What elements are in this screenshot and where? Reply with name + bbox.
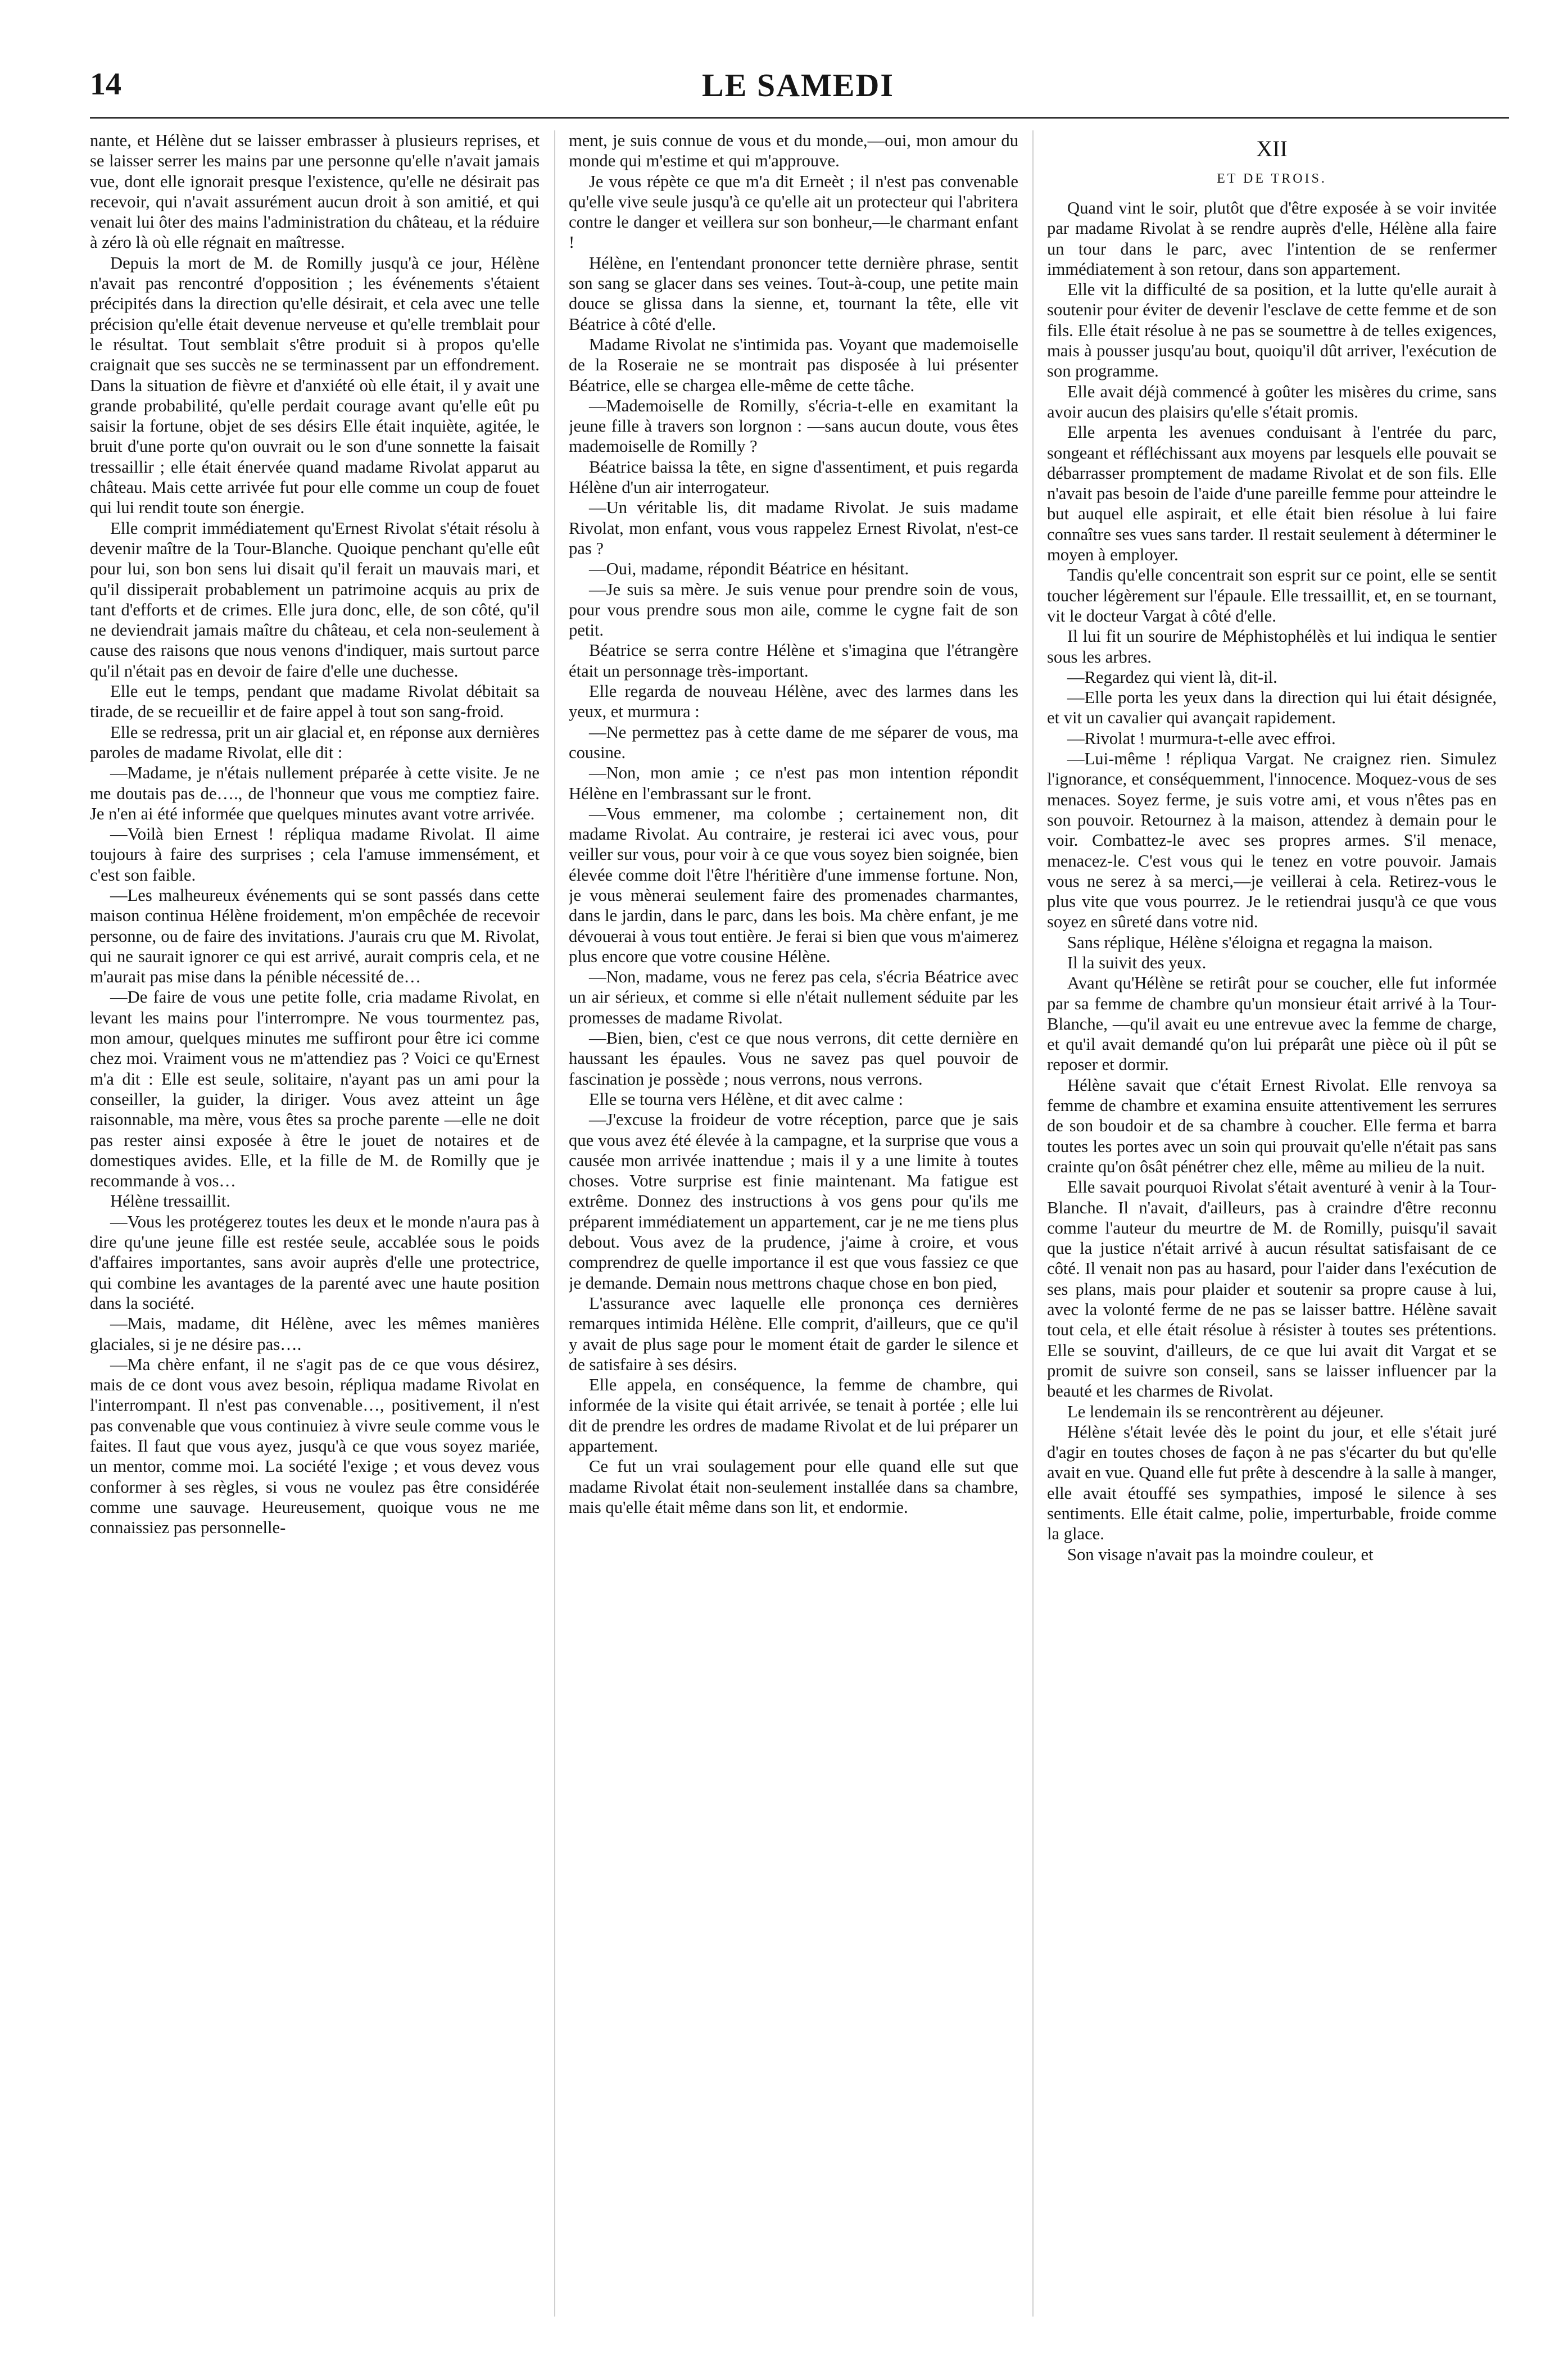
- paragraph: —Elle porta les yeux dans la direction qui lui était désignée, et vit un cavalier qui avançait rapidement.: [1047, 688, 1497, 728]
- paragraph: Hélène tressaillit.: [110, 1191, 231, 1211]
- paragraph: —Vous les protégerez toutes les deux et le monde n'aura pas à dire qu'une jeune fille est restée seule, accablée sous le poids d'affaires importantes, sans avoir auprès d'elle une protectrice, qui combine les avantages de la parenté avec une haute position dans la société.: [90, 1212, 540, 1313]
- paragraph: Elle se redressa, prit un air glacial et, en réponse aux dernières paroles de madame Rivolat, elle dit :: [90, 722, 540, 762]
- paragraph: —Oui, madame, répondit Béatrice en hésitant.: [589, 559, 909, 579]
- paragraph: ment, je suis connue de vous et du monde,—oui, mon amour du monde qui m'estime et qui m'approuve.: [569, 131, 1018, 171]
- paragraph: —Regardez qui vient là, dit-il.: [1067, 667, 1277, 687]
- paragraph: Hélène, en l'entendant prononcer tette dernière phrase, sentit son sang se glacer dans ses veines. Tout-à-coup, une petite main douce se glissa dans la sienne, et, tournant la tête, elle vit Béatrice à côté d'elle.: [569, 253, 1018, 334]
- paragraph: Ce fut un vrai soulagement pour elle quand elle sut que madame Rivolat était non-seulement installée dans sa chambre, mais qu'elle était même dans son lit, et endormie.: [569, 1457, 1018, 1517]
- paragraph: —Mais, madame, dit Hélène, avec les mêmes manières glaciales, si je ne désire pas….: [90, 1314, 540, 1354]
- paragraph: Le lendemain ils se rencontrèrent au déjeuner.: [1067, 1402, 1384, 1421]
- paragraph: —Bien, bien, c'est ce que nous verrons, dit cette dernière en haussant les épaules. Vous ne savez pas quel pouvoir de fascination je possède ; nous verrons, nous verrons.: [569, 1028, 1018, 1089]
- paragraph: —Je suis sa mère. Je suis venue pour prendre soin de vous, pour vous prendre sous mon aile, comme le cygne fait de son petit.: [569, 579, 1018, 640]
- paragraph: Béatrice baissa la tête, en signe d'assentiment, et puis regarda Hélène d'un air interrogateur.: [569, 457, 1018, 497]
- paragraph: Sans réplique, Hélène s'éloigna et regagna la maison.: [1067, 932, 1433, 952]
- paragraph: Je vous répète ce que m'a dit Erneèt ; il n'est pas convenable qu'elle vive seule jusqu'à ce qu'elle ait un protecteur qui l'abritera contre le danger et veillera sur son bonheur,—le charmant enfant !: [569, 171, 1018, 252]
- page-header: [90, 66, 1506, 111]
- text-column-3: [1047, 130, 1497, 2350]
- paragraph: Hélène savait que c'était Ernest Rivolat. Elle renvoya sa femme de chambre et examina ensuite attentivement les serrures de son boudoir et de sa chambre à coucher. Elle ferma et barra toutes les portes avec un soin qui prouvait qu'elle n'était pas sans crainte qu'on ôsât pénétrer chez elle, même au milieu de la nuit.: [1047, 1075, 1497, 1176]
- paragraph: —Un véritable lis, dit madame Rivolat. Je suis madame Rivolat, mon enfant, vous vous rappelez Ernest Rivolat, n'est-ce pas ?: [569, 498, 1018, 558]
- paragraph: —Non, mon amie ; ce n'est pas mon intention répondit Hélène en l'embrassant sur le front.: [569, 763, 1018, 803]
- text-column-1: [90, 130, 540, 2350]
- paragraph: —Vous emmener, ma colombe ; certainement non, dit madame Rivolat. Au contraire, je resterai ici avec vous, pour veiller sur vous, pour voir à ce que vous soyez bien soignée, bien élevée comme doit l'être l'héritière d'une immense fortune. Non, je vous mènerai seulement faire des promenades charmantes, dans le jardin, dans le parc, dans les bois. Ma chère enfant, je me dévouerai à vous tout entière. Je ferai si bien que vous m'aimerez plus encore que votre cousine Hélène.: [569, 804, 1018, 966]
- paragraph: Quand vint le soir, plutôt que d'être exposée à se voir invitée par madame Rivolat à se rendre auprès d'elle, Hélène alla faire un tour dans le parc, avec l'intention de se renfermer immédiatement à son retour, dans son appartement.: [1047, 198, 1497, 279]
- journal-title: LE SAMEDI: [702, 67, 894, 103]
- paragraph: Il lui fit un sourire de Méphistophélès et lui indiqua le sentier sous les arbres.: [1047, 627, 1497, 667]
- paragraph: L'assurance avec laquelle elle prononça ces dernières remarques intimida Hélène. Elle comprit, d'ailleurs, que ce qu'il y avait de plus sage pour le moment était de garder le silence et de satisfaire à ses désirs.: [569, 1293, 1018, 1374]
- paragraph: Elle regarda de nouveau Hélène, avec des larmes dans les yeux, et murmura :: [569, 682, 1018, 722]
- paragraph: Depuis la mort de M. de Romilly jusqu'à ce jour, Hélène n'avait pas rencontré d'opposition ; les événements s'étaient précipités dans la direction qu'elle désirait, et cela avec une telle précision qu'elle était devenue nerveuse et qu'elle tremblait pour le résultat. Tout semblait s'être produit si à propos qu'elle craignait que ses succès ne se terminassent par un effondrement. Dans la situation de fièvre et d'anxiété où elle était, il y avait une grande probabilité, qu'elle perdait courage avant qu'elle eût pu saisir la fortune, objet de ses désirs Elle était inquiète, agitée, le bruit d'une porte qu'on ouvrait ou le son d'une sonnette la faisait tressaillir ; elle était énervée quand madame Rivolat apparut au château. Mais cette arrivée fut pour elle comme un coup de fouet qui lui rendit toute son énergie.: [90, 253, 540, 518]
- text-column-2: [569, 130, 1018, 2350]
- paragraph: —Lui-même ! répliqua Vargat. Ne craignez rien. Simulez l'ignorance, et conséquemment, l'innocence. Moquez-vous de ses menaces. Soyez ferme, je suis votre ami, et vous n'êtes pas en son pouvoir. Retournez à la maison, attendez à demain pour le voir. Combattez-le avec ses propres armes. S'il menace, menacez-le. C'est vous qui le tenez en votre pouvoir. Jamais vous ne serez à sa merci,—je veillerai à cela. Retirez-vous le plus vite que vous pourrez. Je le retiendrai jusqu'à ce que vous soyez en sûreté dans votre nid.: [1047, 749, 1497, 932]
- paragraph: —Madame, je n'étais nullement préparée à cette visite. Je ne me doutais pas de…., de l'honneur que vous me comptiez faire. Je n'en ai été informée que quelques minutes avant votre arrivée.: [90, 763, 540, 823]
- paragraph: —Rivolat ! murmura-t-elle avec effroi.: [1067, 728, 1336, 748]
- paragraph: —Les malheureux événements qui se sont passés dans cette maison continua Hélène froidement, m'on empêchée de recevoir personne, ou de faire des invitations. J'aurais cru que M. Rivolat, qui ne saurait ignorer ce qui est arrivé, aurait compris cela, et ne m'aurait pas mise dans la pénible nécessité de…: [90, 885, 540, 987]
- paragraph: Son visage n'avait pas la moindre couleur, et: [1067, 1544, 1374, 1564]
- chapter-title: ET DE TROIS.: [1217, 171, 1327, 186]
- paragraph: —Ne permettez pas à cette dame de me séparer de vous, ma cousine.: [569, 722, 1018, 762]
- paragraph: —Mademoiselle de Romilly, s'écria-t-elle en examitant la jeune fille à travers son lorgnon : —sans aucun doute, vous êtes mademoiselle de Romilly ?: [569, 396, 1018, 456]
- paragraph: Avant qu'Hélène se retirât pour se coucher, elle fut informée par sa femme de chambre qu'un monsieur était arrivé à la Tour-Blanche, —qu'il avait eu une entrevue avec la femme de charge, et qu'il avait demandé qu'on lui préparât une pièce où il pût se reposer et dormir.: [1047, 973, 1497, 1075]
- header-rule: [90, 117, 1509, 119]
- paragraph: Elle vit la difficulté de sa position, et la lutte qu'elle aurait à soutenir pour éviter de devenir l'esclave de cette femme et de son fils. Elle était résolue à ne pas se soumettre à de telles exigences, mais à pousser jusqu'au bout, quoiqu'il dût arriver, l'exécution de son programme.: [1047, 280, 1497, 381]
- paragraph: —Voilà bien Ernest ! répliqua madame Rivolat. Il aime toujours à faire des surprises ; cela l'amuse immensément, et c'est son faible.: [90, 824, 540, 885]
- column-separator: [1032, 130, 1034, 2317]
- paragraph: —Ma chère enfant, il ne s'agit pas de ce que vous désirez, mais de ce dont vous avez besoin, répliqua madame Rivolat en l'interrompant. Il n'est pas convenable…, positivement, il n'est pas convenable que vous continuiez à vivre seule comme vous le faites. Il faut que vous ayez, jusqu'à ce que vous soyez mariée, un mentor, comme moi. La société l'exige ; et vous devez vous conformer à ses règles, si vous ne voulez pas être considérée comme une sauvage. Heureusement, quoique vous ne me connaissiez pas personnelle-: [90, 1354, 540, 1538]
- paragraph: Hélène s'était levée dès le point du jour, et elle s'était juré d'agir en toutes choses de façon à ne pas s'écarter du but qu'elle avait en vue. Quand elle fut prête à descendre à la salle à manger, elle avait étouffé ses sympathies, imposé le silence à ses sentiments. Elle était calme, polie, imperturbable, froide comme la glace.: [1047, 1422, 1497, 1544]
- paragraph: Elle arpenta les avenues conduisant à l'entrée du parc, songeant et réfléchissant aux moyens par lesquels elle pouvait se débarrasser promptement de madame Rivolat et de son fils. Elle n'avait pas besoin de l'aide d'une pareille femme pour atteindre le but auquel elle aspirait, et elle était bien résolue à lui faire connaître ses vues sans tarder. Il restait seulement à déterminer le moyen à employer.: [1047, 423, 1497, 565]
- paragraph: Madame Rivolat ne s'intimida pas. Voyant que mademoiselle de la Roseraie ne se montrait pas disposée à lui présenter Béatrice, elle se chargea elle-même de cette tâche.: [569, 334, 1018, 395]
- paragraph: Tandis qu'elle concentrait son esprit sur ce point, elle se sentit toucher légèrement sur l'épaule. Elle tressaillit, et, en se tournant, vit le docteur Vargat à côté d'elle.: [1047, 565, 1497, 626]
- chapter-number: XII: [1256, 136, 1288, 161]
- column-separator: [554, 130, 555, 2317]
- paragraph: Elle appela, en conséquence, la femme de chambre, qui informée de la visite qui était arrivée, se tenait à portée ; elle lui dit de prendre les ordres de madame Rivolat et de lui préparer un appartement.: [569, 1375, 1018, 1456]
- paragraph: —De faire de vous une petite folle, cria madame Rivolat, en levant les mains pour l'interrompre. Ne vous tourmentez pas, mon amour, quelques minutes me suffiront pour être ici comme chez moi. Vraiment vous ne m'attendiez pas ? Voici ce qu'Ernest m'a dit : Elle est seule, solitaire, n'ayant pas un ami pour la conseiller, la guider, la diriger. Vous avez atteint un âge raisonnable, ma mère, vous êtes sa proche parente —elle ne doit pas rester ainsi exposée à être le jouet de notaires et de domestiques avides. Elle, et la fille de M. de Romilly que je recommande à vos…: [90, 987, 540, 1191]
- paragraph: Béatrice se serra contre Hélène et s'imagina que l'étrangère était un personnage très-important.: [569, 641, 1018, 681]
- paragraph: Elle comprit immédiatement qu'Ernest Rivolat s'était résolu à devenir maître de la Tour-Blanche. Quoique penchant qu'elle eût pour lui, son bon sens lui disait qu'il ferait un mauvais mari, et qu'il dissiperait probablement un patrimoine acquis au prix de tant d'efforts et de crimes. Elle jura donc, elle, de son côté, qu'il ne deviendrait jamais maître du château, et cela non-seulement à cause des raisons que nous venons d'indiquer, mais surtout parce qu'il n'était pas en devoir de faire d'elle une duchesse.: [90, 518, 540, 681]
- paragraph: Elle avait déjà commencé à goûter les misères du crime, sans avoir aucun des plaisirs qu'elle s'était promis.: [1047, 382, 1497, 421]
- paragraph: Elle savait pourquoi Rivolat s'était aventuré à venir à la Tour-Blanche. Il n'avait, d'ailleurs, pas à craindre d'être reconnu comme l'auteur du meurtre de M. de Romilly, puisqu'il savait que la justice n'était arrivé à aucun résultat satisfaisant de ce côté. Il venait non pas au hasard, pour l'aider dans l'exécution de ses plans, mais pour plaider et soutenir sa propre cause à lui, avec la volonté ferme de ne pas se laisser battre. Hélène savait tout cela, et elle était résolue à résister à toutes ses prétentions. Elle se souvint, d'ailleurs, de ce que lui avait dit Vargat et se promit de suivre son conseil, sans se laisser influencer par la beauté et les charmes de Rivolat.: [1047, 1177, 1497, 1401]
- paragraph: nante, et Hélène dut se laisser embrasser à plusieurs reprises, et se laisser serrer les mains par une personne qu'elle n'avait jamais vue, dont elle ignorait presque l'existence, qu'elle ne désirait pas recevoir, qui n'avait assurément aucun droit à son amitié, et qui venait lui ôter des mains l'administration du château, et la réduire à zéro là où elle régnait en maîtresse.: [90, 131, 540, 252]
- paragraph: —J'excuse la froideur de votre réception, parce que je sais que vous avez été élevée à la campagne, et la surprise que vous a causée mon arrivée inattendue ; mais il y a une limite à toutes choses. Votre surprise est finie maintenant. Ma fatigue est extrême. Donnez des instructions à vos gens pour qu'ils me préparent immédiatement un appartement, car je ne me tiens plus debout. Vous avez de la prudence, j'aime à croire, et vous comprendrez de quelle importance il est que vous fassiez ce que je demande. Demain nous mettrons chaque chose en bon pied,: [569, 1110, 1018, 1293]
- page-number: 14: [90, 67, 121, 102]
- paragraph: —Non, madame, vous ne ferez pas cela, s'écria Béatrice avec un air sérieux, et comme si elle n'était nullement séduite par les promesses de madame Rivolat.: [569, 967, 1018, 1027]
- paragraph: Elle eut le temps, pendant que madame Rivolat débitait sa tirade, de se recueillir et de faire appel à tout son sang-froid.: [90, 682, 540, 722]
- paragraph: Il la suivit des yeux.: [1067, 953, 1207, 972]
- paragraph: Elle se tourna vers Hélène, et dit avec calme :: [589, 1089, 903, 1109]
